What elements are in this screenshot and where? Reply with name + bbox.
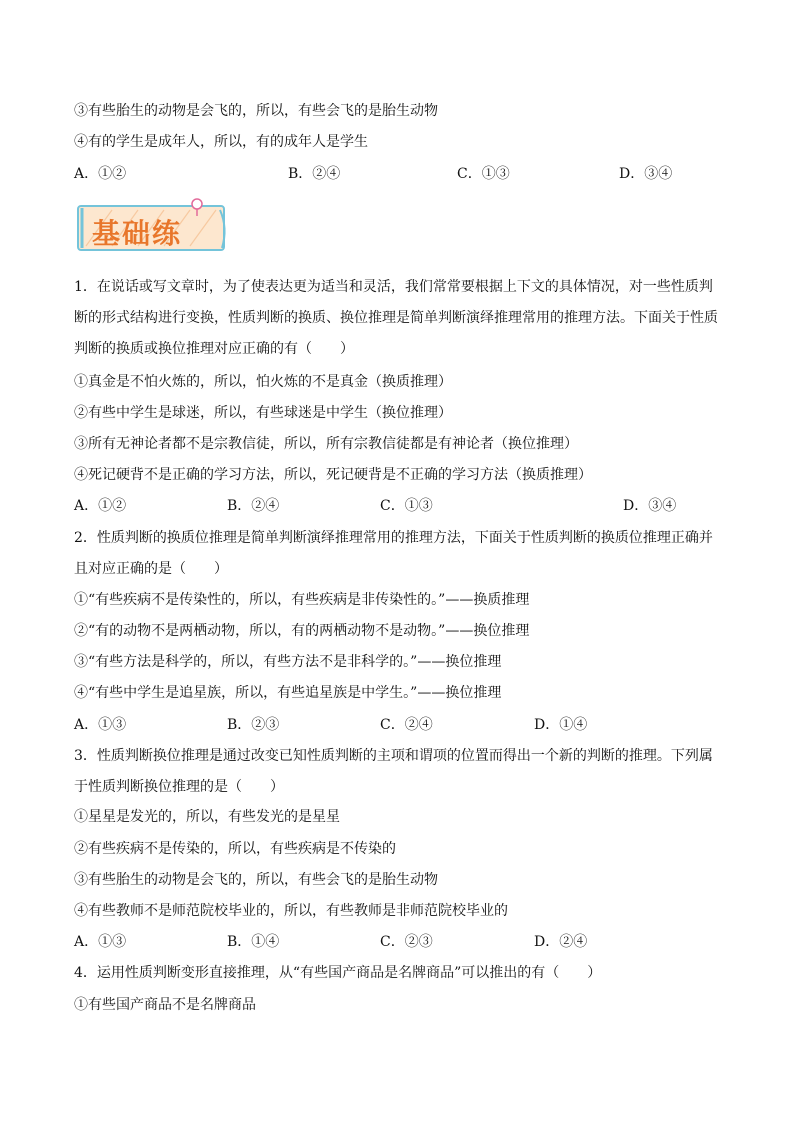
- q2-stem: 2．性质判断的换质位推理是简单判断演绎推理常用的推理方法，下面关于性质判断的换质位推理正确并且对应正确的是（ ）: [74, 530, 713, 577]
- option-b: B．①④: [227, 934, 280, 950]
- q3-item-1: ①星星是发光的，所以，有些发光的是星星: [74, 809, 340, 825]
- q4-item-1: ①有些国产商品不是名牌商品: [74, 997, 256, 1013]
- option-b: B．②③: [227, 717, 280, 733]
- section-banner: [72, 198, 234, 256]
- q3-item-4: ④有些教师不是师范院校毕业的，所以，有些教师是非师范院校毕业的: [74, 903, 508, 919]
- q1-options: [74, 496, 734, 516]
- q3-item-3: ③有些胎生的动物是会飞的，所以，有些会飞的是胎生动物: [74, 872, 438, 888]
- option-d: D．①④: [534, 717, 588, 733]
- option-d: D．②④: [534, 934, 588, 950]
- option-a: A．①③: [74, 934, 127, 950]
- option-a: A．①②: [74, 498, 127, 514]
- option-b: B．②④: [227, 498, 280, 514]
- option-c: C．①③: [380, 498, 433, 514]
- option-d: D．③④: [619, 166, 673, 182]
- option-a: A．①②: [74, 166, 127, 182]
- option-c: C．②③: [380, 934, 433, 950]
- option-c: C．②④: [380, 717, 433, 733]
- q1-item-1: ①真金是不怕火炼的，所以，怕火炼的不是真金（换质推理）: [74, 374, 452, 390]
- q3-options: [74, 932, 734, 952]
- option-d: D．③④: [623, 498, 677, 514]
- q1-stem: 1．在说话或写文章时，为了使表达更为适当和灵活，我们常常要根据上下文的具体情况，对一些性质判断的形式结构进行变换，性质判断的换质、换位推理是简单判断演绎推理常用的推理方法。下面关于性质判断的换质或换位推理对应正确的有（ ）: [74, 279, 718, 357]
- top-options: [74, 164, 734, 184]
- q1-item-2: ②有些中学生是球迷，所以，有些球迷是中学生（换位推理）: [74, 405, 452, 421]
- q1-item-3: ③所有无神论者都不是宗教信徒，所以，所有宗教信徒都是有神论者（换位推理）: [74, 436, 578, 452]
- q2-item-3: ③“有些方法是科学的，所以，有些方法不是非科学的。”——换位推理: [74, 654, 502, 670]
- q2-item-4: ④“有些中学生是追星族，所以，有些追星族是中学生。”——换位推理: [74, 685, 502, 701]
- top-item-3: ③有些胎生的动物是会飞的，所以，有些会飞的是胎生动物: [74, 103, 438, 119]
- q2-options: [74, 715, 734, 735]
- option-c: C．①③: [457, 166, 510, 182]
- top-item-4: ④有的学生是成年人，所以，有的成年人是学生: [74, 134, 368, 150]
- q1-item-4: ④死记硬背不是正确的学习方法，所以，死记硬背是不正确的学习方法（换质推理）: [74, 467, 592, 483]
- option-a: A．①③: [74, 717, 127, 733]
- section-title: 基础练: [92, 217, 183, 250]
- q3-stem: 3．性质判断换位推理是通过改变已知性质判断的主项和谓项的位置而得出一个新的判断的推理。下列属于性质判断换位推理的是（ ）: [74, 748, 713, 795]
- q2-item-2: ②“有的动物不是两栖动物，所以，有的两栖动物不是动物。”——换位推理: [74, 623, 530, 639]
- pin-icon: [192, 199, 202, 209]
- q2-item-1: ①“有些疾病不是传染性的，所以，有些疾病是非传染性的。”——换质推理: [74, 592, 530, 608]
- q4-stem: 4．运用性质判断变形直接推理，从“有些国产商品是名牌商品”可以推出的有（ ）: [74, 965, 602, 981]
- option-b: B．②④: [288, 166, 341, 182]
- q3-item-2: ②有些疾病不是传染的，所以，有些疾病是不传染的: [74, 841, 396, 857]
